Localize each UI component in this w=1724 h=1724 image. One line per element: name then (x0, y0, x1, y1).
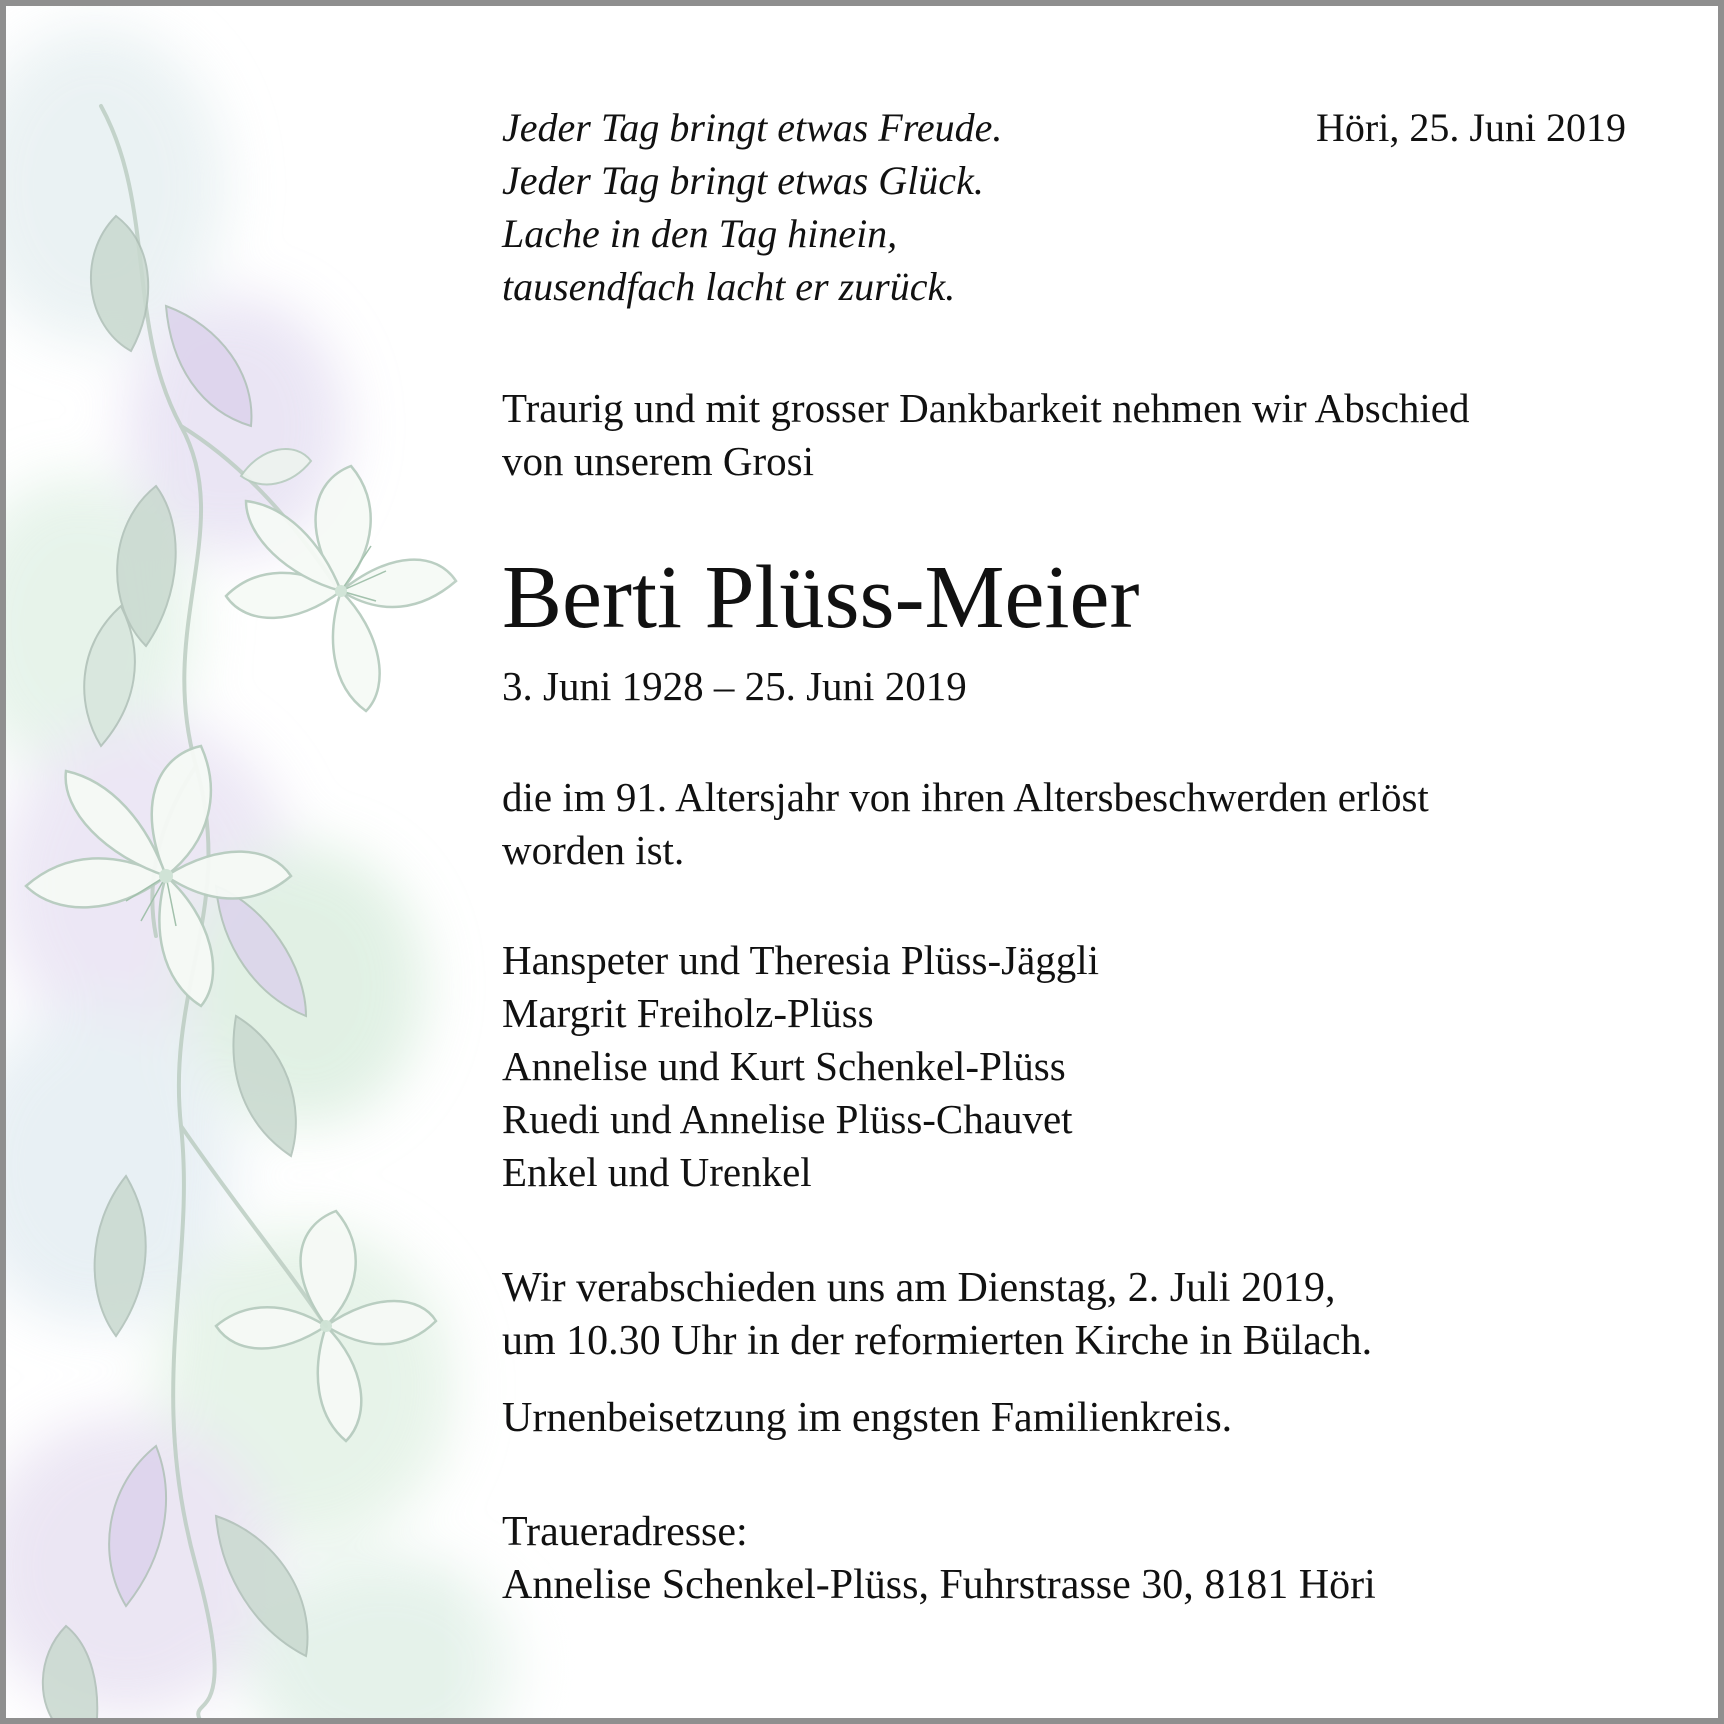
address-label: Traueradresse: (502, 1509, 748, 1555)
service-info (502, 1262, 1372, 1368)
service-line: Wir verabschieden uns am Dienstag, 2. Juli 2019, (502, 1265, 1336, 1311)
service-line: um 10.30 Uhr in der reformierten Kirche in Bülach. (502, 1318, 1373, 1364)
mourning-address (502, 1506, 1376, 1612)
life-dates: 3. Juni 1928 – 25. Juni 2019 (502, 663, 967, 709)
mourner-entry: Hanspeter und Theresia Plüss-Jäggli (502, 937, 1100, 983)
poem (502, 101, 1002, 313)
intro-line: von unserem Grosi (502, 438, 815, 484)
address-value: Annelise Schenkel-Plüss, Fuhrstrasse 30, 8181 Höri (502, 1562, 1376, 1608)
poem-line: Lache in den Tag hinein, (502, 211, 898, 256)
mourner-entry: Ruedi und Annelise Plüss-Chauvet (502, 1096, 1073, 1142)
intro-text (502, 382, 1470, 488)
intro-line: Traurig und mit grosser Dankbarkeit nehmen wir Abschied (502, 385, 1470, 431)
burial-info: Urnenbeisetzung im engsten Familienkreis. (502, 1395, 1233, 1441)
deceased-name: Berti Plüss-Meier (502, 548, 1140, 647)
mourners-list (502, 934, 1099, 1199)
mourner-entry: Margrit Freiholz-Plüss (502, 990, 874, 1036)
poem-line: Jeder Tag bringt etwas Freude. (502, 105, 1003, 150)
relief-line: worden ist. (502, 827, 685, 873)
poem-line: Jeder Tag bringt etwas Glück. (502, 158, 984, 203)
poem-line: tausendfach lacht er zurück. (502, 264, 956, 309)
mourner-entry: Annelise und Kurt Schenkel-Plüss (502, 1043, 1066, 1089)
relief-text (502, 771, 1429, 877)
relief-line: die im 91. Altersjahr von ihren Altersbeschwerden erlöst (502, 774, 1429, 820)
place-and-date: Höri, 25. Juni 2019 (1316, 105, 1626, 150)
mourner-entry: Enkel und Urenkel (502, 1149, 812, 1195)
